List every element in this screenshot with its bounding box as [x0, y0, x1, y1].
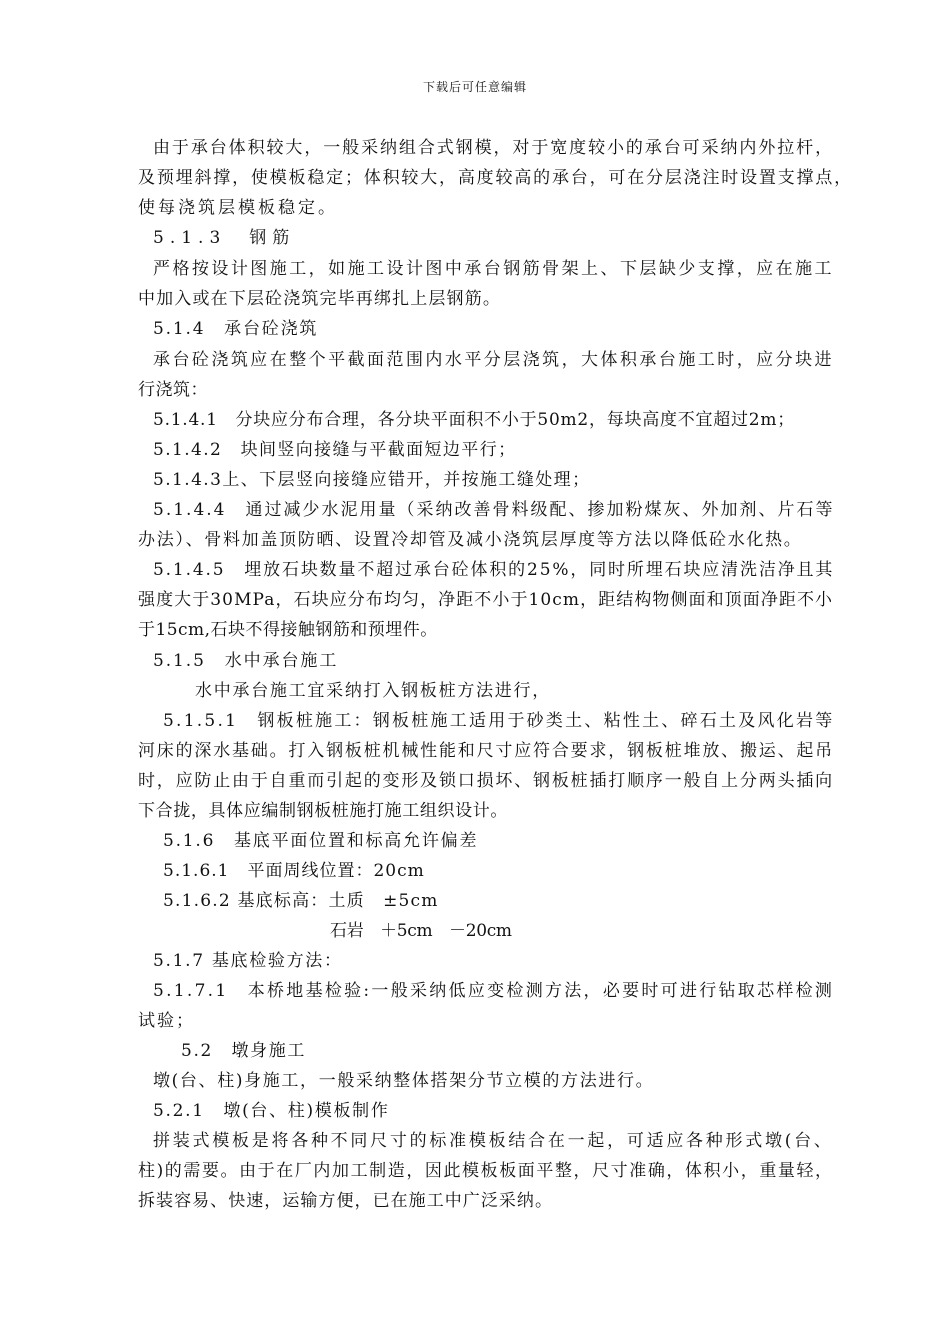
- text-line: 5.2.1 墩(台、柱)模板制作: [153, 1101, 390, 1121]
- text-line: 水中承台施工宜采纳打入钢板桩方法进行，: [195, 681, 551, 701]
- text-line: 5.2 墩身施工: [181, 1041, 307, 1061]
- text-line: 5.1.6.2 基底标高：土质 ±5cm: [163, 891, 439, 911]
- text-line: 时，应防止由于自重而引起的变形及锁口损坏、钢板桩插打顺序一般自上分两头插向: [138, 771, 834, 791]
- text-line: 于15cm,石块不得接触钢筋和预埋件。: [138, 620, 438, 640]
- text-line: 承台砼浇筑应在整个平截面范围内水平分层浇筑，大体积承台施工时，应分块进: [153, 350, 834, 370]
- text-line: 中加入或在下层砼浇筑完毕再绑扎上层钢筋。: [138, 289, 501, 309]
- text-line: 5.1.4.3上、下层竖向接缝应错开，并按施工缝处理；: [153, 470, 591, 490]
- text-line: 5.1.5.1 钢板桩施工：钢板桩施工适用于砂类土、粘性土、碎石土及风化岩等: [163, 711, 835, 731]
- text-line: 拼装式模板是将各种不同尺寸的标准模板结合在一起，可适应各种形式墩(台、: [153, 1131, 834, 1151]
- text-line: 5.1.3 钢筋: [153, 228, 296, 248]
- text-line: 办法）、骨料加盖顶防晒、设置冷却管及减小浇筑层厚度等方法以降低砼水化热。: [138, 530, 803, 550]
- text-line: 拆装容易、快速，运输方便，已在施工中广泛采纳。: [138, 1191, 553, 1211]
- text-line: 试验；: [138, 1011, 195, 1031]
- text-line: 5.1.4 承台砼浇筑: [153, 319, 319, 339]
- text-line: 强度大于30MPa，石块应分布均匀，净距不小于10cm，距结构物侧面和顶面净距不小: [138, 590, 834, 610]
- text-line: 5.1.6 基底平面位置和标高允许偏差: [163, 831, 479, 851]
- text-line: 5.1.7.1 本桥地基检验:一般采纳低应变检测方法，必要时可进行钻取芯样检测: [153, 981, 835, 1001]
- text-line: 5.1.4.4 通过减少水泥用量（采纳改善骨料级配、掺加粉煤灰、外加剂、片石等: [153, 500, 835, 520]
- text-line: 5.1.7 基底检验方法：: [153, 951, 343, 971]
- text-line: 严格按设计图施工，如施工设计图中承台钢筋骨架上、下层缺少支撑，应在施工: [153, 259, 834, 279]
- text-line: 5.1.4.1 分块应分布合理，各分块平面积不小于50m2，每块高度不宜超过2m；: [153, 410, 795, 430]
- text-line: 使每浇筑层模板稳定。: [138, 198, 338, 218]
- text-line: 5.1.4.5 埋放石块数量不超过承台砼体积的25%，同时所埋石块应清洗洁净且其: [153, 560, 835, 580]
- text-line: 5.1.4.2 块间竖向接缝与平截面短边平行；: [153, 440, 517, 460]
- page-header: 下载后可任意编辑: [422, 80, 527, 94]
- text-line: 河床的深水基础。打入钢板桩机械性能和尺寸应符合要求，钢板桩堆放、搬运、起吊: [138, 741, 834, 761]
- text-line: 下合拢，具体应编制钢板桩施打施工组织设计。: [138, 801, 508, 821]
- text-line: 柱)的需要。由于在厂内加工制造，因此模板板面平整，尺寸准确，体积小，重量轻，: [138, 1161, 834, 1181]
- text-line: 及预埋斜撑，使模板稳定；体积较大，高度较高的承台，可在分层浇注时设置支撑点，: [138, 168, 853, 188]
- text-line: 由于承台体积较大，一般采纳组合式钢模，对于宽度较小的承台可采纳内外拉杆，: [153, 138, 834, 158]
- text-line: 石岩 ＋5cm －20cm: [330, 921, 512, 941]
- text-line: 5.1.5 水中承台施工: [153, 651, 339, 671]
- text-line: 行浇筑：: [138, 380, 208, 400]
- text-line: 墩(台、柱)身施工，一般采纳整体搭架分节立模的方法进行。: [153, 1071, 655, 1091]
- text-line: 5.1.6.1 平面周线位置：20cm: [163, 861, 425, 881]
